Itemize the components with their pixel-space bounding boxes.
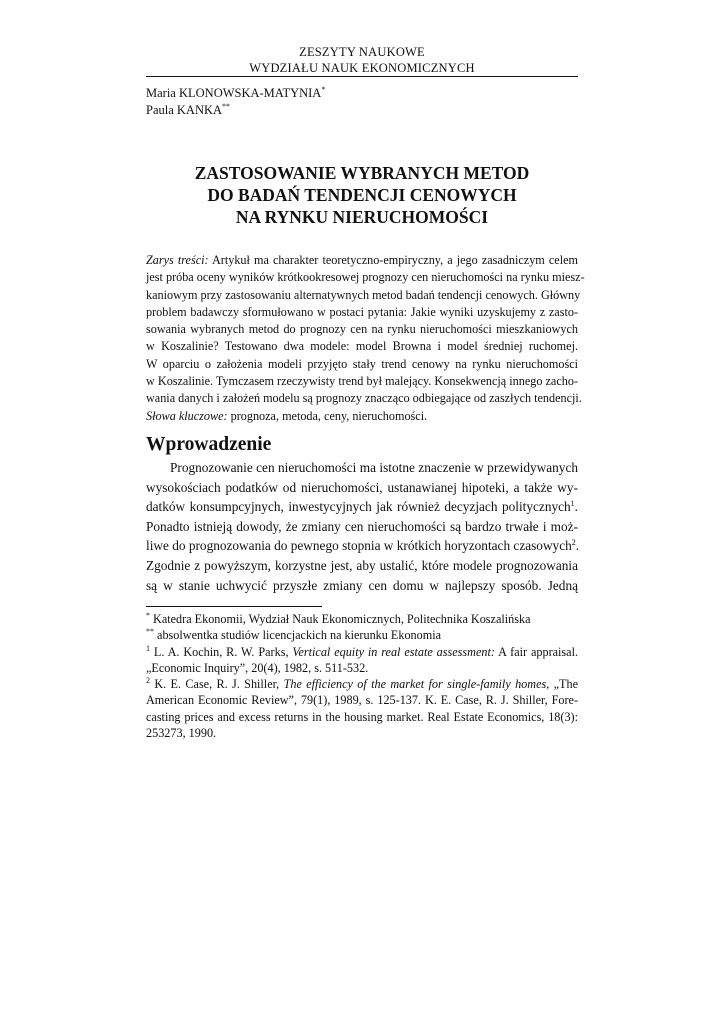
body-line: Prognozowanie cen nieruchomości ma istotne znaczenie w przewidywanych (170, 460, 578, 475)
abstract-line: W oparciu o założenia modeli przyjęto stały trend cenowy na rynku nieruchomości (146, 356, 578, 371)
footnote-1: $^1$ L. A. Kochin, R. W. Parks, Vertical equity in real estate assessment: A fair appraisal. (146, 643, 579, 659)
footnote-2: $^2$ K. E. Case, R. J. Shiller, The efficiency of the market for single-family homes, „The (146, 676, 578, 692)
abstract-label: Zarys treści: (146, 253, 209, 267)
author-list (146, 85, 325, 119)
abstract-line: problem badawczy sformułowano w postaci pytania: Jakie wyniki uzyskujemy z zasto- (146, 304, 578, 319)
author-1: Maria KLONOWSKA-MATYNIA* (146, 85, 326, 100)
footnote-2-cont: American Economic Review”, 79(1), 1989, s. 125-137. K. E. Case, R. J. Shiller, Fore- (146, 693, 578, 708)
section-body (146, 458, 578, 595)
title-line-3: NA RYNKU NIERUCHOMOŚCI (235, 207, 489, 227)
footnote-2-cont: 253273, 1990. (146, 726, 217, 741)
keywords-label: Słowa kluczowe: (146, 408, 228, 423)
paper-title (146, 162, 578, 228)
title-line-1: ZASTOSOWANIE WYBRANYCH METOD (194, 163, 530, 183)
footnote-1-cont: „Economic Inquiry”, 20(4), 1982, s. 511-532. (146, 660, 369, 675)
section-heading: Wprowadzenie (146, 434, 272, 455)
body-line: liwe do prognozowania do pewnego stopnia w krótkich horyzontach czasowych$^2$. (146, 538, 580, 554)
abstract-line: wania danych i założeń modelu są prognozy znacząco odbiegające od zaszłych tendencji. (146, 391, 582, 406)
header-rule (146, 76, 578, 77)
body-line: wysokościach podatków od nieruchomości, ustanawianej hipoteki, a także wy- (146, 479, 578, 495)
author-1-mark: * (321, 85, 326, 94)
footnote-affiliation-1: * Katedra Ekonomii, Wydział Nauk Ekonomicznych, Politechnika Koszalińska (146, 611, 531, 626)
abstract-line: w Koszalinie. Tymczasem rzeczywisty trend był malejący. Konsekwencją innego zacho- (146, 374, 578, 389)
footnote-rule (146, 606, 322, 607)
journal-header (146, 44, 578, 76)
body-line: Ponadto istnieją dowody, że zmiany cen nieruchomości są bardzo trwałe i moż- (146, 518, 578, 534)
abstract (146, 252, 585, 425)
abstract-line: Zarys treści: Artykuł ma charakter teoretyczno-empiryczny, a jego zasadniczym celem (146, 253, 578, 267)
abstract-line: w Koszalinie? Testowano dwa modele: model Browna i model średniej ruchomej. (146, 339, 578, 354)
body-line: Zgodnie z powyższym, korzystne jest, aby ustalić, które modele prognozowania (146, 557, 578, 573)
abstract-line: sowania wybranych metod do prognozy cen na rynku nieruchomości mieszkaniowych (146, 322, 578, 337)
footnotes (146, 611, 578, 741)
author-2-mark: ** (222, 102, 231, 111)
keywords: prognoza, metoda, ceny, nieruchomości. (227, 408, 428, 423)
footnote-ref-2: 2 (571, 538, 576, 548)
footnote-ref-1: 1 (570, 499, 575, 509)
journal-name-line2: WYDZIAŁU NAUK EKONOMICZNYCH (249, 61, 475, 75)
journal-name-line1: ZESZYTY NAUKOWE (299, 45, 425, 59)
keywords-line (146, 408, 578, 425)
abstract-line: jest próba oceny wyników krótkookresowej prognozy cen nieruchomości na rynku miesz- (146, 270, 585, 285)
author-2: Paula KANKA** (146, 102, 231, 117)
footnote-affiliation-2: ** absolwentka studiów licencjackich na kierunku Ekonomia (146, 627, 442, 643)
body-line: datków konsumpcyjnych, inwestycyjnych jak również decyzjach politycznych$^1$. (146, 499, 578, 515)
body-line: są w stanie uchwycić przyszłe zmiany cen domu w najlepszy sposób. Jedną (146, 577, 578, 593)
footnote-2-cont: casting prices and excess returns in the housing market. Real Estate Economics, 18(3): (146, 709, 578, 724)
abstract-line: kaniowym przy zastosowaniu alternatywnych metod badań tendencji cenowych. Główny (146, 287, 581, 302)
title-line-2: DO BADAŃ TENDENCJI CENOWYCH (207, 185, 517, 205)
